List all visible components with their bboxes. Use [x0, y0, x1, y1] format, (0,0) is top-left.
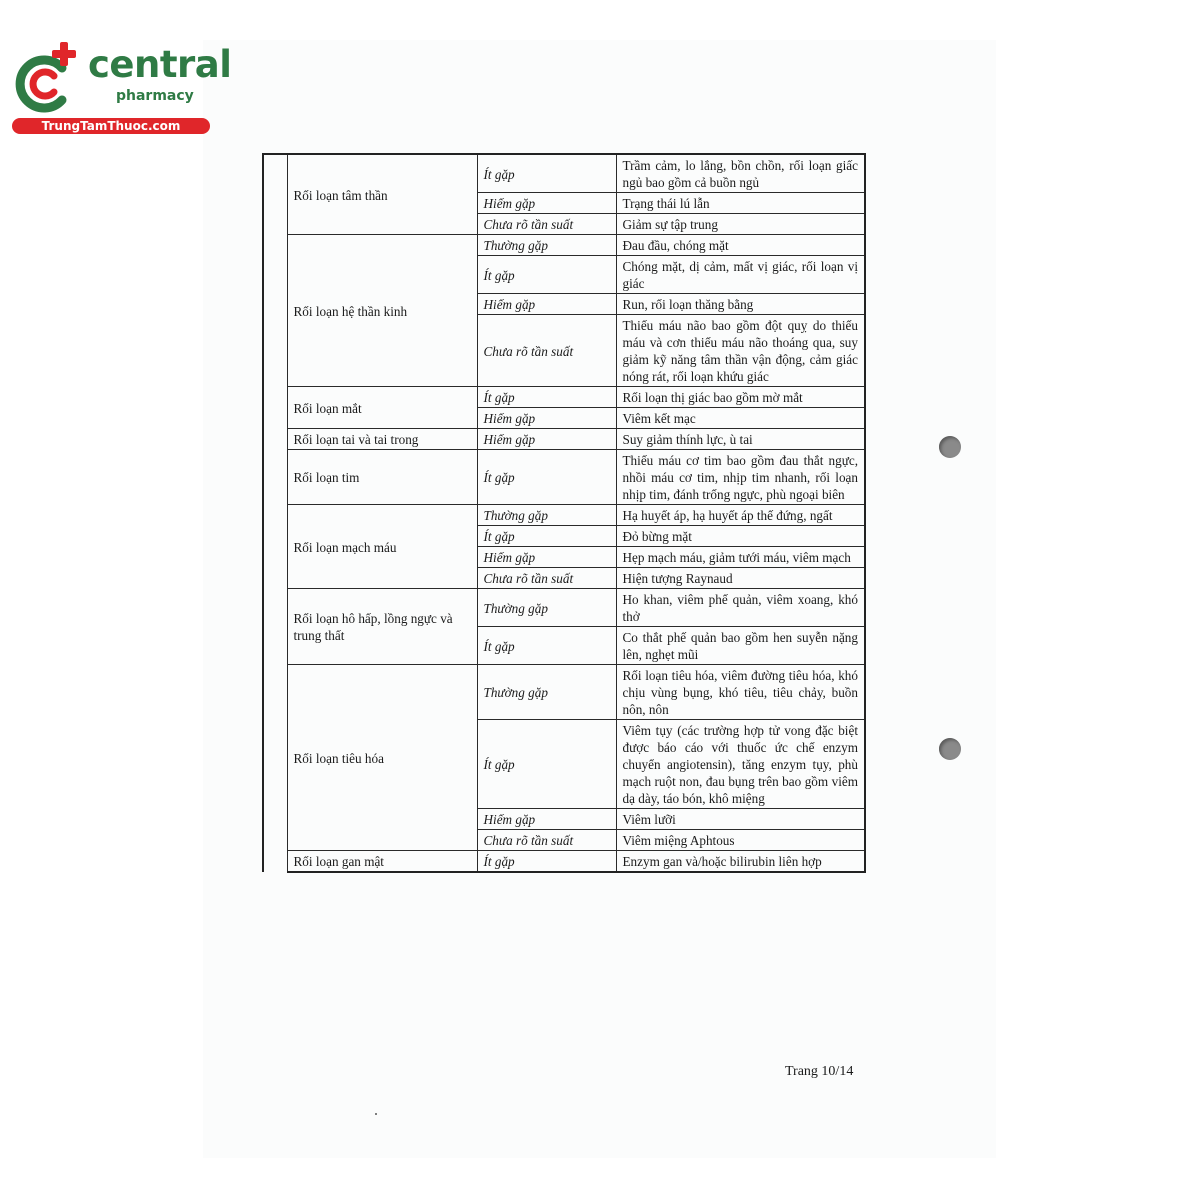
table-row [263, 235, 865, 256]
frequency-cell: Chưa rõ tần suất [477, 568, 616, 589]
table-row [263, 665, 865, 720]
effect-cell: Run, rối loạn thăng bằng [616, 294, 865, 315]
effect-cell: Đau đầu, chóng mặt [616, 235, 865, 256]
frequency-cell: Thường gặp [477, 665, 616, 720]
brand-name: central [88, 43, 232, 86]
effect-cell: Suy giảm thính lực, ù tai [616, 429, 865, 450]
brand-subtitle: pharmacy [116, 88, 194, 104]
effect-cell: Viêm kết mạc [616, 408, 865, 429]
frequency-cell: Ít gặp [477, 851, 616, 873]
frequency-cell: Ít gặp [477, 627, 616, 665]
organ-class-cell: Rối loạn hệ thần kinh [287, 235, 477, 387]
organ-class-cell: Rối loạn gan mật [287, 851, 477, 873]
page-number: Trang 10/14 [785, 1064, 854, 1079]
effect-cell: Thiếu máu cơ tim bao gồm đau thắt ngực, nhồi máu cơ tim, nhịp tim nhanh, rối loạn nhịp tim, đánh trống ngực, phù ngoại biên [616, 450, 865, 505]
frequency-cell: Ít gặp [477, 526, 616, 547]
punch-hole [939, 738, 961, 760]
effect-cell: Hẹp mạch máu, giảm tưới máu, viêm mạch [616, 547, 865, 568]
frequency-cell: Hiếm gặp [477, 429, 616, 450]
table-row [263, 450, 865, 505]
frequency-cell: Ít gặp [477, 387, 616, 408]
frequency-cell: Hiếm gặp [477, 294, 616, 315]
effect-cell: Giảm sự tập trung [616, 214, 865, 235]
frequency-cell: Hiếm gặp [477, 408, 616, 429]
organ-class-cell: Rối loạn tiêu hóa [287, 665, 477, 851]
effect-cell: Ho khan, viêm phế quản, viêm xoang, khó thở [616, 589, 865, 627]
frequency-cell: Hiếm gặp [477, 193, 616, 214]
frequency-cell: Thường gặp [477, 589, 616, 627]
organ-class-cell: Rối loạn mạch máu [287, 505, 477, 589]
organ-class-cell: Rối loạn mắt [287, 387, 477, 429]
table-row [263, 851, 865, 873]
adverse-effects-table [262, 153, 866, 873]
effect-cell: Trạng thái lú lẫn [616, 193, 865, 214]
frequency-cell: Chưa rõ tần suất [477, 214, 616, 235]
table-indent-column [263, 154, 287, 872]
frequency-cell: Chưa rõ tần suất [477, 315, 616, 387]
organ-class-cell: Rối loạn tâm thần [287, 154, 477, 235]
brand-url-badge[interactable]: TrungTamThuoc.com [12, 118, 210, 134]
frequency-cell: Ít gặp [477, 450, 616, 505]
effect-cell: Trầm cảm, lo lắng, bồn chồn, rối loạn giấc ngủ bao gồm cả buồn ngủ [616, 154, 865, 193]
table-row [263, 589, 865, 627]
frequency-cell: Ít gặp [477, 720, 616, 809]
speck [375, 1113, 377, 1115]
organ-class-cell: Rối loạn tai và tai trong [287, 429, 477, 450]
pharmacy-cross-icon [10, 38, 90, 118]
effect-cell: Đỏ bừng mặt [616, 526, 865, 547]
effect-cell: Viêm tụy (các trường hợp tử vong đặc biệt được báo cáo với thuốc ức chế enzym chuyển angiotensin), tăng enzym tụy, phù mạch ruột non, đau bụng trên bao gồm viêm dạ dày, táo bón, khô miệng [616, 720, 865, 809]
frequency-cell: Ít gặp [477, 256, 616, 294]
effect-cell: Hạ huyết áp, hạ huyết áp thế đứng, ngất [616, 505, 865, 526]
organ-class-cell: Rối loạn hô hấp, lồng ngực và trung thất [287, 589, 477, 665]
frequency-cell: Hiếm gặp [477, 547, 616, 568]
effect-cell: Enzym gan và/hoặc bilirubin liên hợp [616, 851, 865, 873]
effect-cell: Hiện tượng Raynaud [616, 568, 865, 589]
effect-cell: Viêm lưỡi [616, 809, 865, 830]
frequency-cell: Thường gặp [477, 505, 616, 526]
effect-cell: Viêm miệng Aphtous [616, 830, 865, 851]
frequency-cell: Ít gặp [477, 154, 616, 193]
effect-cell: Thiếu máu não bao gồm đột quỵ do thiếu máu và cơn thiếu máu não thoáng qua, suy giảm kỹ năng tâm thần vận động, cảm giác nóng rát, rối loạn khứu giác [616, 315, 865, 387]
organ-class-cell: Rối loạn tim [287, 450, 477, 505]
effect-cell: Rối loạn tiêu hóa, viêm đường tiêu hóa, khó chịu vùng bụng, khó tiêu, tiêu chảy, buồn nôn, nôn [616, 665, 865, 720]
punch-hole [939, 436, 961, 458]
table-row [263, 387, 865, 408]
effect-cell: Co thắt phế quản bao gồm hen suyễn nặng lên, nghẹt mũi [616, 627, 865, 665]
frequency-cell: Thường gặp [477, 235, 616, 256]
table-row [263, 154, 865, 193]
effect-cell: Chóng mặt, dị cảm, mất vị giác, rối loạn vị giác [616, 256, 865, 294]
frequency-cell: Hiếm gặp [477, 809, 616, 830]
frequency-cell: Chưa rõ tần suất [477, 830, 616, 851]
effect-cell: Rối loạn thị giác bao gồm mờ mắt [616, 387, 865, 408]
table-row [263, 429, 865, 450]
table-row [263, 505, 865, 526]
